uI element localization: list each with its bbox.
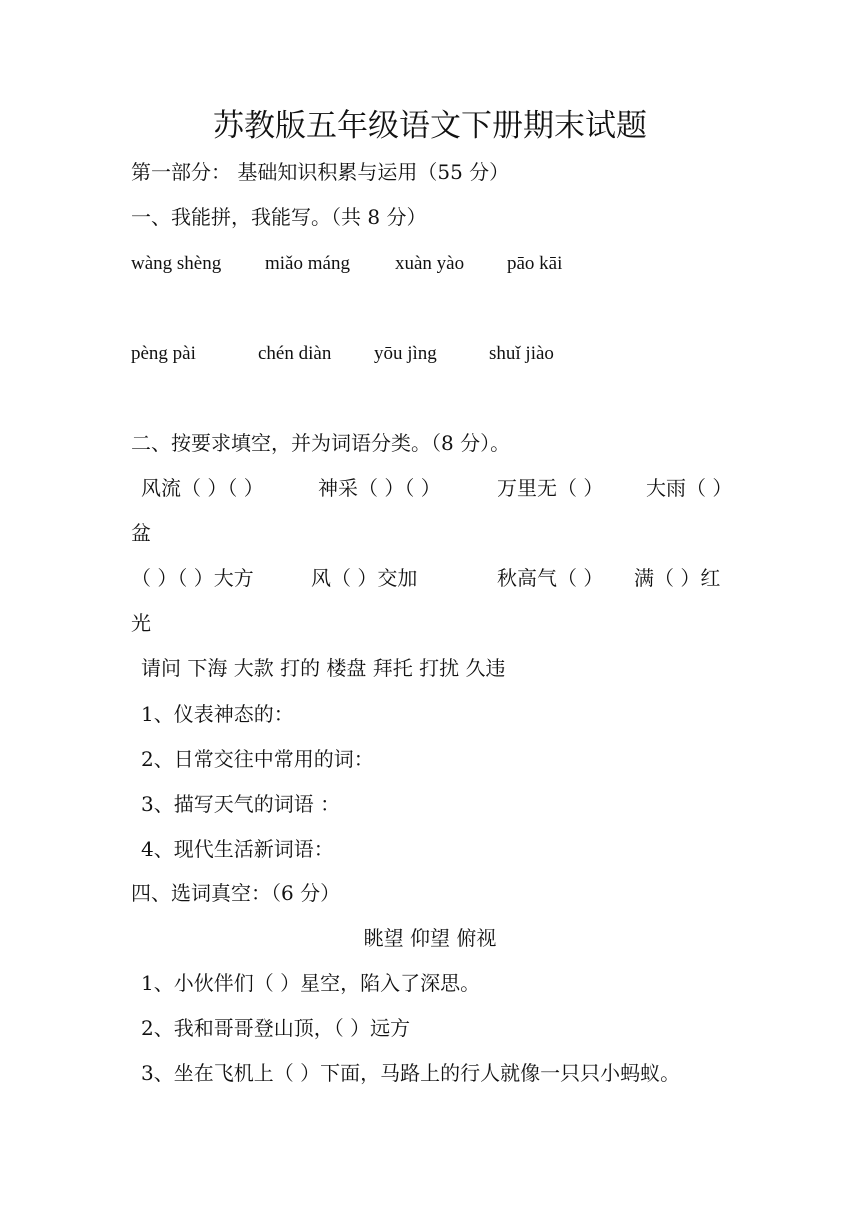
section1-heading: 一、我能拼，我能写。（共 8 分） <box>131 205 427 229</box>
fill-blank-item: 风（ ）交加 <box>311 566 418 590</box>
word-list: 请问 下海 大款 打的 楼盘 拜托 打扰 久违 <box>141 656 506 680</box>
fill-blank-item: 神采（ ）（ ） <box>318 476 441 500</box>
pinyin-item: shuǐ jiào <box>489 343 554 364</box>
pinyin-item: yōu jìng <box>374 343 437 364</box>
fill-row-2 <box>0 563 860 593</box>
fill-blank-item: 风流（ ）（ ） <box>141 476 264 500</box>
fill-blank-item: 满（ ）红 <box>634 566 721 590</box>
classify-item: 1、仪表神态的： <box>141 702 294 726</box>
fill-blank-item: 秋高气（ ） <box>497 566 604 590</box>
document-title: 苏教版五年级语文下册期末试题 <box>213 108 647 144</box>
fill-row-1 <box>0 473 860 503</box>
pinyin-row-1 <box>0 249 860 279</box>
section2-heading: 二、按要求填空，并为词语分类。（8 分）。 <box>131 431 511 455</box>
fill-row-2-wrap: 光 <box>131 611 151 635</box>
fill-sentence-item: 2、我和哥哥登山顶，（ ）远方 <box>141 1016 411 1040</box>
pinyin-item: chén diàn <box>258 343 332 364</box>
classify-item: 4、现代生活新词语： <box>141 837 334 861</box>
part1-heading: 第一部分： 基础知识积累与运用（55 分） <box>131 160 510 184</box>
pinyin-item: xuàn yào <box>395 253 465 274</box>
fill-row-1-wrap: 盆 <box>131 521 151 545</box>
pinyin-row-2 <box>0 339 860 369</box>
pinyin-item: pèng pài <box>131 343 196 364</box>
pinyin-item: wàng shèng <box>131 253 222 274</box>
fill-sentence-item: 1、小伙伴们（ ）星空，陷入了深思。 <box>141 971 481 995</box>
section4-heading: 四、选词真空：（6 分） <box>131 881 341 905</box>
word-choices: 眺望 仰望 俯视 <box>363 926 497 950</box>
classify-item: 3、描写天气的词语 ： <box>141 792 341 816</box>
pinyin-item: pāo kāi <box>507 253 563 274</box>
fill-blank-item: （ ）（ ）大方 <box>131 566 254 590</box>
classify-item: 2、日常交往中常用的词： <box>141 747 374 771</box>
fill-sentence-item: 3、坐在飞机上（ ）下面，马路上的行人就像一只只小蚂蚁。 <box>141 1061 681 1085</box>
pinyin-item: miǎo máng <box>265 253 350 274</box>
fill-blank-item: 大雨（ ） <box>646 476 733 500</box>
fill-blank-item: 万里无（ ） <box>497 476 604 500</box>
